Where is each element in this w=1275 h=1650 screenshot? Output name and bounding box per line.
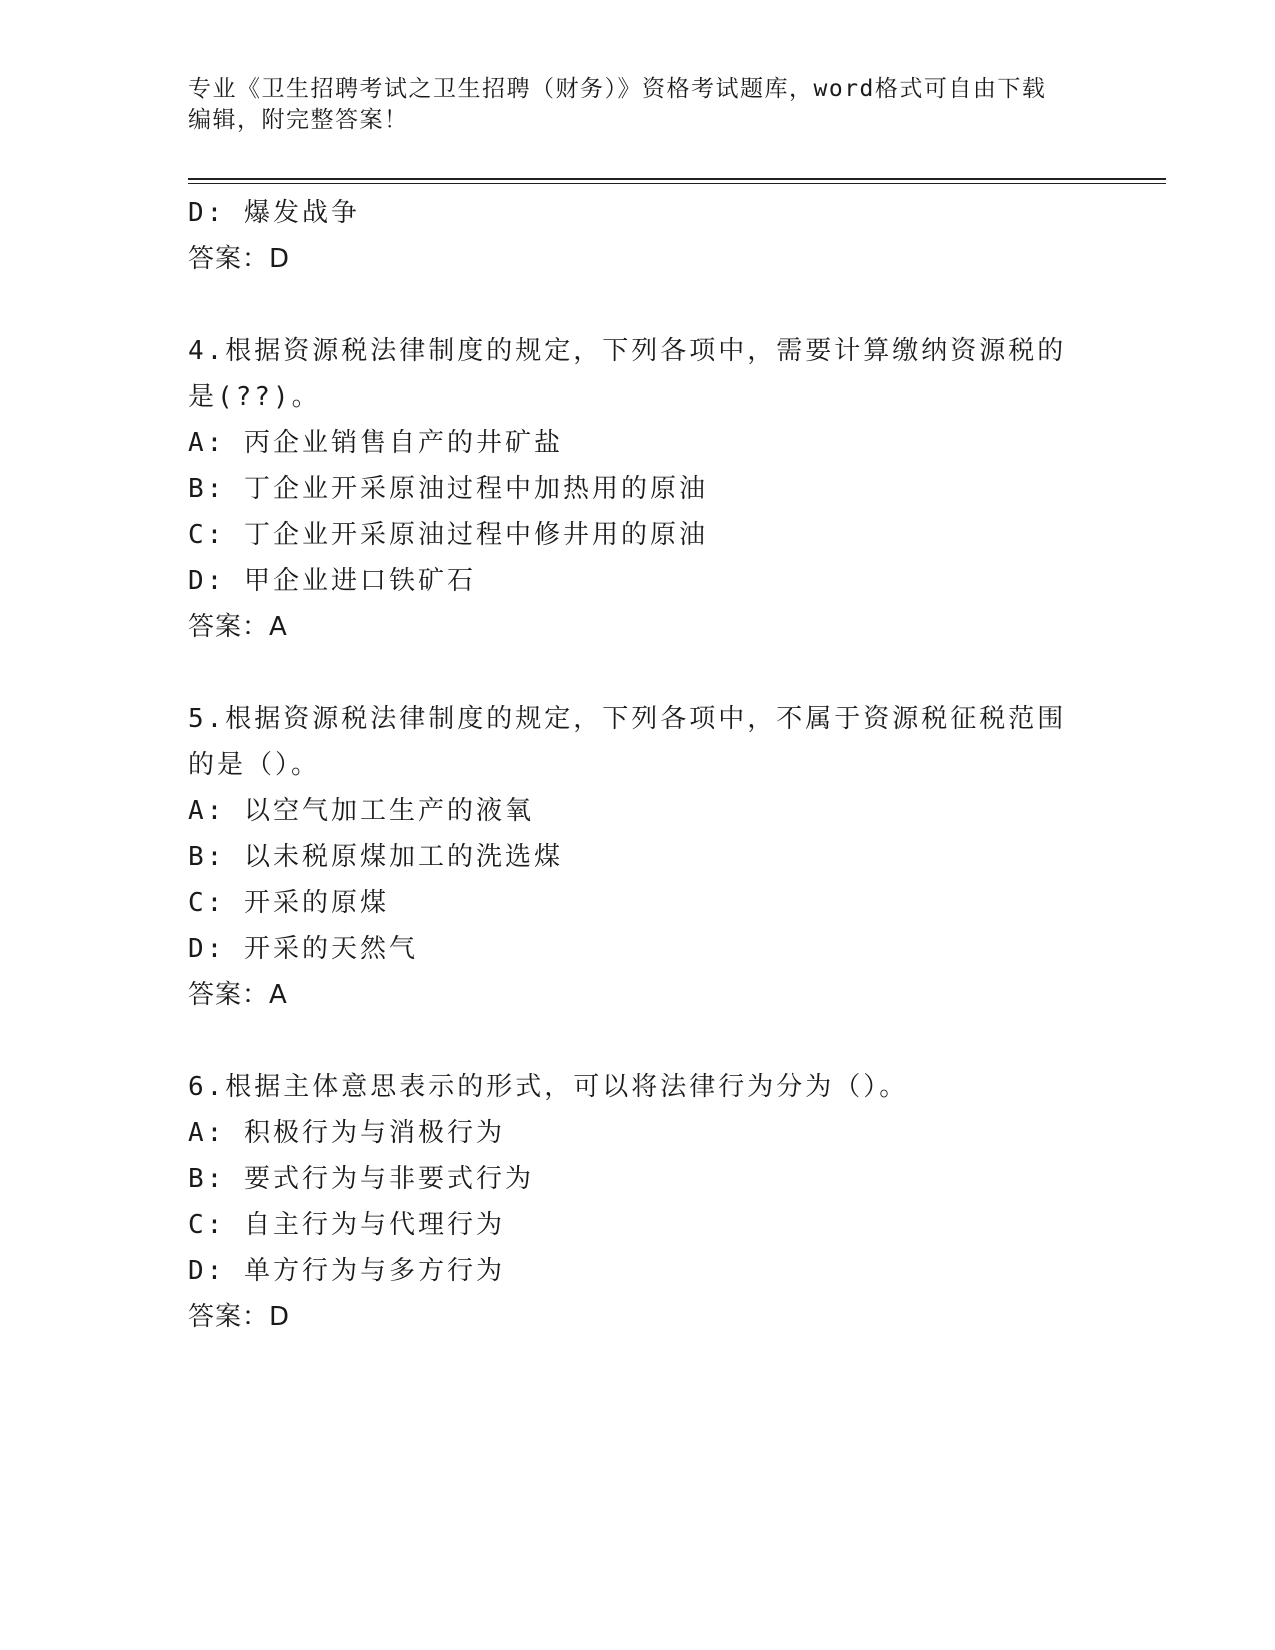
option-c: C: 丁企业开采原油过程中修井用的原油 — [188, 520, 708, 550]
option-d: D: 单方行为与多方行为 — [188, 1256, 505, 1286]
option-d: D: 甲企业进口铁矿石 — [188, 566, 476, 596]
answer-line: 答案：A — [188, 612, 288, 642]
answer-line: 答案：D — [188, 1302, 291, 1332]
option-a: A: 积极行为与消极行为 — [188, 1118, 505, 1148]
answer-line: 答案：A — [188, 980, 288, 1010]
question-4 — [188, 328, 1068, 650]
header-line-2: 编辑，附完整答案！ — [188, 107, 409, 133]
question-stem-line: 的是（）。 — [188, 750, 321, 780]
spacer — [188, 1018, 1068, 1064]
question-5 — [188, 696, 1068, 1018]
question-stem-line: 6.根据主体意思表示的形式，可以将法律行为分为（）。 — [188, 1072, 909, 1102]
question-stem-line: 4.根据资源税法律制度的规定，下列各项中，需要计算缴纳资源税的 — [188, 336, 1067, 366]
option-d: D: 开采的天然气 — [188, 934, 418, 964]
option-c: C: 开采的原煤 — [188, 888, 389, 918]
question-stem-line: 是(??)。 — [188, 382, 321, 412]
option-d: D: 爆发战争 — [188, 198, 360, 228]
header-divider-thin — [188, 183, 1166, 184]
header-divider-thick — [188, 178, 1166, 180]
question-list — [188, 190, 1068, 1340]
document-header — [188, 74, 1088, 136]
option-b: B: 要式行为与非要式行为 — [188, 1164, 534, 1194]
option-b: B: 丁企业开采原油过程中加热用的原油 — [188, 474, 708, 504]
spacer — [188, 650, 1068, 696]
option-c: C: 自主行为与代理行为 — [188, 1210, 505, 1240]
option-b: B: 以未税原煤加工的洗选煤 — [188, 842, 563, 872]
question-6 — [188, 1064, 1068, 1340]
answer-line: 答案：D — [188, 244, 291, 274]
option-a: A: 以空气加工生产的液氧 — [188, 796, 534, 826]
header-line-1: 专业《卫生招聘考试之卫生招聘（财务）》资格考试题库，word格式可自由下载 — [188, 76, 1047, 102]
question-stem-line: 5.根据资源税法律制度的规定，下列各项中，不属于资源税征税范围 — [188, 704, 1067, 734]
option-a: A: 丙企业销售自产的井矿盐 — [188, 428, 563, 458]
spacer — [188, 282, 1068, 328]
